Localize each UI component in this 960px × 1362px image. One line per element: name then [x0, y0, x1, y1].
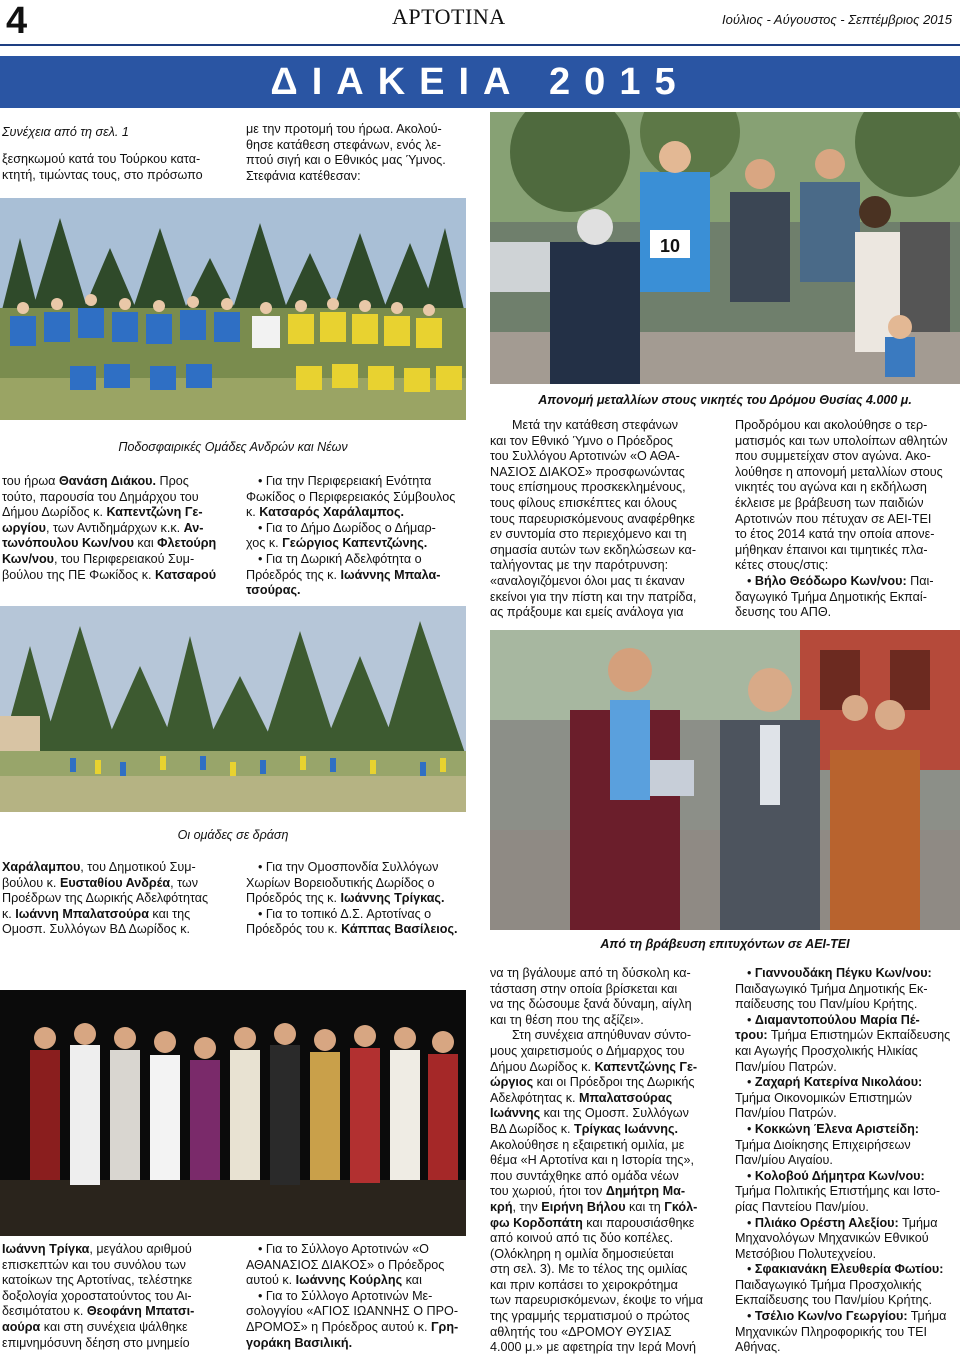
text-block-6 [246, 860, 471, 938]
text-line: Μηχανολόγων Μηχανικών Εθνικού [735, 1231, 929, 1246]
text-line: Προέδρων της Δωρικής Αδελφότητας [2, 891, 209, 906]
text-line: ματισμός και των υπολοίπων αθλητών [735, 433, 948, 448]
text-span: βούλου κ. [2, 875, 60, 890]
text-line [735, 1169, 960, 1185]
text-line: Μηχανικών Πληροφορικής του ΤΕΙ [735, 1324, 928, 1339]
text-line: Τμήμα Πολιτικής Επιστήμης και Ιστο- [735, 1184, 941, 1199]
text-line: παίδευσης του Παν/μίου Κρήτης. [735, 997, 918, 1012]
text-span: Ευσταθίου Ανδρέα [59, 875, 171, 890]
text-line: νικητές του αγώνα και η εκδήλωση [735, 480, 927, 495]
text-line [490, 1060, 716, 1076]
text-span: • [747, 573, 755, 588]
text-block-9 [490, 966, 716, 1356]
text-line [735, 966, 960, 982]
text-line: μήθηκαν έπαινοι και τιμητικές πλα- [735, 542, 928, 557]
text-line: ξεσηκωμού κατά του Τούρκου κατα- [2, 152, 201, 166]
text-span: Πλιάκο Ορέστη Αλεξίου: [754, 1215, 899, 1230]
text-span: του χωριού, ήτοι τον [490, 1184, 606, 1199]
text-block-10 [735, 966, 960, 1356]
text-line: επισκεπτών και του συνόλου των [2, 1257, 186, 1272]
text-span: , μεγάλου αριθμού [89, 1242, 192, 1256]
text-line [246, 1320, 471, 1336]
text-span: και [402, 1273, 422, 1288]
text-line: Παν/μίου Πατρών. [735, 1059, 837, 1074]
text-span: • [747, 1215, 755, 1230]
text-span: και τη [625, 1199, 665, 1214]
section-banner: ΔΙΑΚΕΙΑ 2015 [0, 56, 960, 108]
text-span: Ιωάννης Μπαλα- [340, 567, 441, 582]
text-span: αούρα [2, 1319, 41, 1334]
text-line [490, 1075, 716, 1091]
text-line: σημασία αυτών των εκδηλώσεων κα- [490, 542, 697, 557]
text-block-3 [490, 418, 716, 621]
text-span: φω Κορδοπάτη [490, 1215, 583, 1230]
text-span: και στη συνέχεια ψάλθηκε [40, 1319, 188, 1334]
text-span: δεσιμότατου κ. [2, 1304, 87, 1319]
text-span: Διαμαντοπούλου Μαρία Πέ- [754, 1012, 920, 1027]
text-line: Αρτοτινών που πέτυχαν σε ΑΕΙ-ΤΕΙ [735, 511, 932, 526]
text-line: Στη συνέχεια απηύθυναν σύντο- [512, 1028, 692, 1043]
text-span: ωργίου [2, 520, 46, 535]
text-span: • [747, 1168, 755, 1183]
text-line [2, 521, 227, 537]
text-line [2, 552, 227, 568]
text-line: να της δώσουμε ξανά δύναμη, αίγλη [490, 997, 692, 1012]
caption-medals: Απονομή μεταλλίων στους νικητές του Δρόμου Θυσίας 4.000 μ. [538, 393, 912, 407]
text-span: και [133, 536, 158, 551]
text-line: επιμνημόσυνη δέηση στο μνημείο [2, 1335, 190, 1350]
awards-photo [490, 630, 960, 930]
text-line: Φωκίδος ο Περιφερειακός Σύμβουλος [246, 489, 456, 504]
caption-action: Οι ομάδες σε δράση [177, 828, 289, 842]
text-line [2, 1320, 227, 1336]
text-span: Καπεντζώνη Γε- [106, 505, 203, 520]
text-line: θησε κατάθεση στεφάνων, ενός λε- [246, 137, 442, 152]
text-line: δοξολογία χοροστατούντος του Αι- [2, 1288, 192, 1303]
text-line: και Αγωγής Προσχολικής Ηλικίας [735, 1043, 918, 1058]
text-span: Ειρήνη Βήλου [541, 1199, 626, 1214]
text-line [246, 536, 471, 552]
text-line: με την προτομή του ήρωα. Ακολού- [246, 122, 442, 136]
text-line: Παιδαγωγικό Τμήμα Δημοτικής Εκ- [735, 981, 928, 996]
text-span: Ιωάννη Τρίγκα [2, 1242, 90, 1256]
text-span: Σφακιανάκη Ελευθερία Φωτίου: [754, 1262, 944, 1277]
text-span: Τμήμα Επιστημών Εκπαίδευσης [767, 1028, 951, 1043]
text-span: και της [148, 906, 191, 921]
text-line: κατοίκων της Αρτοτίνας, τελέστηκε [2, 1273, 193, 1288]
text-span: Πρόεδρός του κ. [246, 922, 342, 937]
text-span: Γιαννουδάκη Πέγκυ Κων/νου: [754, 966, 932, 980]
text-line: τους φίλους επισκέπτες και όλους [490, 495, 677, 510]
text-span: Κων/νου [2, 551, 54, 566]
text-span: Χαράλαμπου [2, 860, 81, 874]
text-line: μους χαιρετισμούς ο Δήμαρχος του [490, 1043, 685, 1058]
text-line: και τη θέση που της αξίζει». [490, 1012, 644, 1027]
text-span: ΔΡΟΜΟΣ» η Πρόεδρος αυτού κ. [246, 1319, 431, 1334]
text-span: Γρη- [430, 1319, 459, 1334]
text-line: Τμήμα Οικονομικών Επιστημών [735, 1090, 912, 1105]
text-line: Παν/μίου Αιγαίου. [735, 1153, 833, 1168]
text-span: Θανάση Διάκου. [58, 474, 157, 488]
text-line [2, 860, 227, 876]
text-span: , των [170, 875, 199, 890]
text-span: και παρουσιάσθηκε [582, 1215, 695, 1230]
text-line: των παρευρισκόμενων, έκοψε το νήμα [490, 1293, 704, 1308]
text-span: Γκόλ- [664, 1199, 698, 1214]
text-line: ΑΘΑΝΑΣΙΟΣ ΔΙΑΚΟΣ» ο Πρόεδρος [246, 1257, 445, 1272]
text-span: Ιωάννης Τρίγκας. [340, 891, 445, 906]
text-line: από κοινού από τις δύο κοπέλες. [490, 1231, 674, 1246]
text-span: Δημήτρη Μα- [605, 1184, 686, 1199]
text-line: Αθήνας. [735, 1340, 781, 1355]
text-line [246, 922, 471, 938]
text-line: του Συλλόγου Αρτοτινών «Ο ΑΘΑ- [490, 449, 680, 464]
text-line: ρίας Παντείου Παν/μίου. [735, 1199, 869, 1214]
text-span: ώργιος [490, 1075, 534, 1090]
text-line [490, 1216, 716, 1232]
text-line: Μετσόβιου Πολυτεχνείου. [735, 1246, 877, 1261]
text-line [2, 474, 227, 490]
text-line [246, 891, 471, 907]
text-span: Βήλο Θεόδωρο Κων/νου: [754, 573, 907, 588]
text-span: Παι- [906, 573, 934, 588]
text-span: βούλου της ΠΕ Φωκίδος κ. [2, 567, 156, 582]
text-block-7 [2, 1242, 227, 1351]
column-1-top [2, 152, 232, 183]
text-line: εν συντομία στο περιεχόμενο και τη [490, 527, 687, 542]
text-line [246, 505, 471, 521]
text-line: σολογγίου «ΑΓΙΟΣ ΙΩΑΝΝΗΣ Ο ΠΡΟ- [246, 1304, 459, 1319]
text-line [2, 876, 227, 892]
text-span: ΒΔ Δωρίδος κ. [490, 1121, 575, 1136]
text-span: Κατσαρού [155, 567, 217, 582]
text-line [735, 1122, 960, 1138]
caption-awards: Από τη βράβευση επιτυχόντων σε ΑΕΙ-ΤΕΙ [600, 937, 850, 951]
text-span: Θεοφάνη Μπατσι- [86, 1304, 195, 1319]
text-span: Τρίγκας Ιωάννης. [574, 1121, 679, 1136]
football-teams-photo [0, 198, 466, 420]
text-line: και τον Εθνικό Ύμνο ο Πρόεδρος [490, 433, 673, 448]
text-line: κέτες στους/στις: [735, 558, 829, 573]
text-line [490, 1106, 716, 1122]
text-line: Τμήμα Διοίκησης Επιχειρήσεων [735, 1137, 911, 1152]
text-block-8 [246, 1242, 471, 1351]
issue-date: Ιούλιος - Αύγουστος - Σεπτέμβριος 2015 [722, 12, 952, 27]
text-line: • Για τη Δωρική Αδελφότητα ο [258, 551, 422, 566]
text-line [2, 536, 227, 552]
text-line: να τη βγάλουμε από τη δύσκολη κα- [490, 966, 691, 980]
text-line [735, 1216, 960, 1232]
text-span: κρή [490, 1199, 513, 1214]
text-span: Ιωάννη Μπαλατσούρα [15, 906, 149, 921]
teams-in-action-photo [0, 606, 466, 812]
text-line: δαγωγικό Τμήμα Δημοτικής Εκπαί- [735, 589, 927, 604]
text-line [490, 1091, 716, 1107]
text-line: λούθησε η απονομή μεταλλίων στους [735, 464, 943, 479]
text-span: Ζαχαρή Κατερίνα Νικολάου: [754, 1075, 923, 1090]
text-line: Εκπαίδευσης του Παν/μίου Κρήτης. [735, 1293, 933, 1308]
text-line: κτητή, τιμώντας τους, στο πρόσωπο [2, 167, 203, 182]
text-line [490, 1200, 716, 1216]
text-span: Φλετούρη [157, 536, 217, 551]
text-line [735, 1013, 960, 1029]
text-span: κ. [2, 906, 16, 921]
text-span: • [747, 1121, 755, 1136]
text-line: Παν/μίου Πατρών. [735, 1106, 837, 1121]
page-number: 4 [6, 0, 28, 42]
text-line: και πριν κοπάσει το χειροκρότημα [490, 1277, 678, 1292]
text-line: (Ολόκληρη η ομιλία δημοσιεύεται [490, 1246, 674, 1261]
text-span: Ιωάννης [490, 1106, 541, 1121]
text-span: , των Αντιδημάρχων κ.κ. [45, 520, 184, 535]
text-span: • [747, 1075, 755, 1090]
text-span: Κολοβού Δήμητρα Κων/νου: [754, 1168, 925, 1183]
text-line: • Για την Περιφερειακή Ενότητα [258, 474, 432, 488]
column-2-top [246, 122, 476, 184]
text-span: • [747, 1012, 755, 1027]
text-line [490, 1184, 716, 1200]
text-line: Χωρίων Βορειοδυτικής Δωρίδος ο [246, 875, 435, 890]
text-line [2, 568, 227, 584]
text-line: Στεφάνια κατέθεσαν: [246, 168, 361, 183]
text-line: της γραμμής τερματισμού ο πρώτος [490, 1309, 690, 1324]
text-line: ας πράξουμε και εμείς ανάλογα για [490, 605, 684, 620]
text-line: • Για το τοπικό Δ.Σ. Αρτοτίνας ο [258, 906, 432, 921]
text-span: και οι Πρόεδροι της Δωρικής [533, 1075, 695, 1090]
text-line: Ομοσπ. Συλλόγων ΒΔ Δωρίδος κ. [2, 922, 191, 937]
text-line: γοράκη Βασιλική. [246, 1335, 353, 1350]
continued-note: Συνέχεια από τη σελ. 1 [2, 125, 129, 139]
text-line: • Για το Δήμο Δωρίδος ο Δήμαρ- [258, 520, 436, 535]
text-span: , του Δημοτικού Συμ- [80, 860, 196, 874]
text-line: δευσης του ΑΠΘ. [735, 605, 832, 620]
text-block-1 [2, 474, 227, 583]
text-line [490, 1122, 716, 1138]
text-span: Τμήμα [907, 1309, 947, 1324]
text-line: πτού σιγή και ο Εθνικός μας Ύμνος. [246, 153, 446, 168]
text-span: Τμήμα [898, 1215, 938, 1230]
text-line [735, 1309, 960, 1325]
text-span: κ. [246, 505, 260, 520]
text-block-2 [246, 474, 471, 599]
text-line: τσούρας. [246, 583, 301, 598]
text-line: εκείνοι για την πίστη και την πατρίδα, [490, 589, 697, 604]
text-line: «αναλογιζόμενοι όλοι μας τι έκαναν [490, 573, 685, 588]
text-span: Κοκκώνη Έλενα Αριστείδη: [754, 1121, 920, 1136]
text-line: Παιδαγωγικό Τμήμα Προσχολικής [735, 1277, 922, 1292]
text-span: Προς [156, 474, 189, 488]
text-span: • [747, 1309, 755, 1324]
text-line: που συμμετείχαν στον αγώνα. Ακο- [735, 449, 931, 464]
text-line: τους επίσημους προσκεκλημένους, [490, 480, 686, 495]
text-span: , του Περιφερειακού Συμ- [53, 551, 195, 566]
header-rule [0, 44, 960, 46]
medals-photo [490, 112, 960, 384]
text-line: στη σελ. 3). Με το τέλος της ομιλίας [490, 1262, 688, 1277]
text-line: θέμα «Η Αρτοτίνα και η Ιστορία της», [490, 1153, 695, 1168]
text-span: Καπεντζώνης Γε- [594, 1059, 698, 1074]
text-span: Γεώργιος Καπεντζώνης. [282, 536, 428, 551]
text-span: , την [512, 1199, 542, 1214]
text-span: Τσέλιο Κων/νο Γεωργίου: [754, 1309, 908, 1324]
text-line: Ακολούθησε η εξαιρετική ομιλία, με [490, 1137, 685, 1152]
text-line: 4.000 μ.» με αφετηρία την Ιερά Μονή [490, 1340, 697, 1355]
text-span: Αν- [183, 520, 204, 535]
text-line [735, 1075, 960, 1091]
traditional-dance-photo [0, 990, 466, 1236]
text-line: έκλεισε με βράβευση των παιδιών [735, 495, 924, 510]
text-line [2, 1242, 227, 1258]
text-line [246, 1273, 471, 1289]
text-span: Δήμου Δωρίδος κ. [490, 1059, 595, 1074]
text-span: Ιωάννης Κούρλης [295, 1273, 403, 1288]
text-line: ΝΑΣΙΟΣ ΔΙΑΚΟΣ» προσφωνώντας [490, 464, 685, 479]
text-span: Κάππας Βασίλειος. [341, 922, 458, 937]
text-line: • Για την Ομοσπονδία Συλλόγων [258, 860, 439, 874]
text-span: Μπαλατσούρας [579, 1090, 673, 1105]
text-line: Προδρόμου και ακολούθησε ο τερ- [735, 418, 928, 432]
text-block-5 [2, 860, 227, 938]
masthead-title: ΑΡΤΟΤΙΝΑ [392, 4, 506, 29]
text-line: τους παρευρισκόμενους αναφέρθηκε [490, 511, 695, 526]
bib-number: 10 [659, 236, 681, 256]
text-span: • [747, 1262, 755, 1277]
text-line [735, 574, 960, 590]
text-line [735, 1028, 960, 1044]
text-line: ταλήγοντας με την παρότρυνση: [490, 558, 669, 573]
caption-football: Ποδοσφαιρικές Ομάδες Ανδρών και Νέων [118, 440, 348, 454]
text-span: τωνόπουλου Κων/νου [2, 536, 134, 551]
text-line: το έτος 2014 κατά την οποία απονε- [735, 527, 935, 542]
text-span: • [747, 966, 755, 980]
text-line [735, 1262, 960, 1278]
text-line: Μετά την κατάθεση στεφάνων [512, 418, 679, 432]
text-span: Δήμου Δωρίδος κ. [2, 505, 107, 520]
text-span: χος κ. [246, 536, 283, 551]
text-span: και της Ομοσπ. Συλλόγων [540, 1106, 689, 1121]
text-span: αυτού κ. [246, 1273, 296, 1288]
text-line: • Για το Σύλλογο Αρτοτινών Με- [258, 1288, 433, 1303]
text-line [2, 1304, 227, 1320]
text-line: • Για το Σύλλογο Αρτοτινών «Ο [258, 1242, 429, 1256]
text-span: τρου: [735, 1028, 768, 1043]
text-span: Αδελφότητας κ. [490, 1090, 580, 1105]
text-line [2, 907, 227, 923]
text-line [2, 505, 227, 521]
text-span: του ήρωα [2, 474, 59, 488]
text-line: τούτο, παρουσία του Δημάρχου του [2, 489, 199, 504]
text-line: που συντάχθηκε από ομάδα νέων [490, 1168, 679, 1183]
text-span: Κατσαρός Χαράλαμπος. [259, 505, 405, 520]
text-line: αθλητής του «ΔΡΟΜΟΥ ΘΥΣΙΑΣ [490, 1324, 672, 1339]
text-line: τάσταση στην οποία βρίσκεται και [490, 981, 678, 996]
text-span: Πρόεδρός της κ. [246, 567, 341, 582]
text-line [246, 568, 471, 584]
text-block-4 [735, 418, 960, 621]
text-span: Πρόεδρός της κ. [246, 891, 341, 906]
